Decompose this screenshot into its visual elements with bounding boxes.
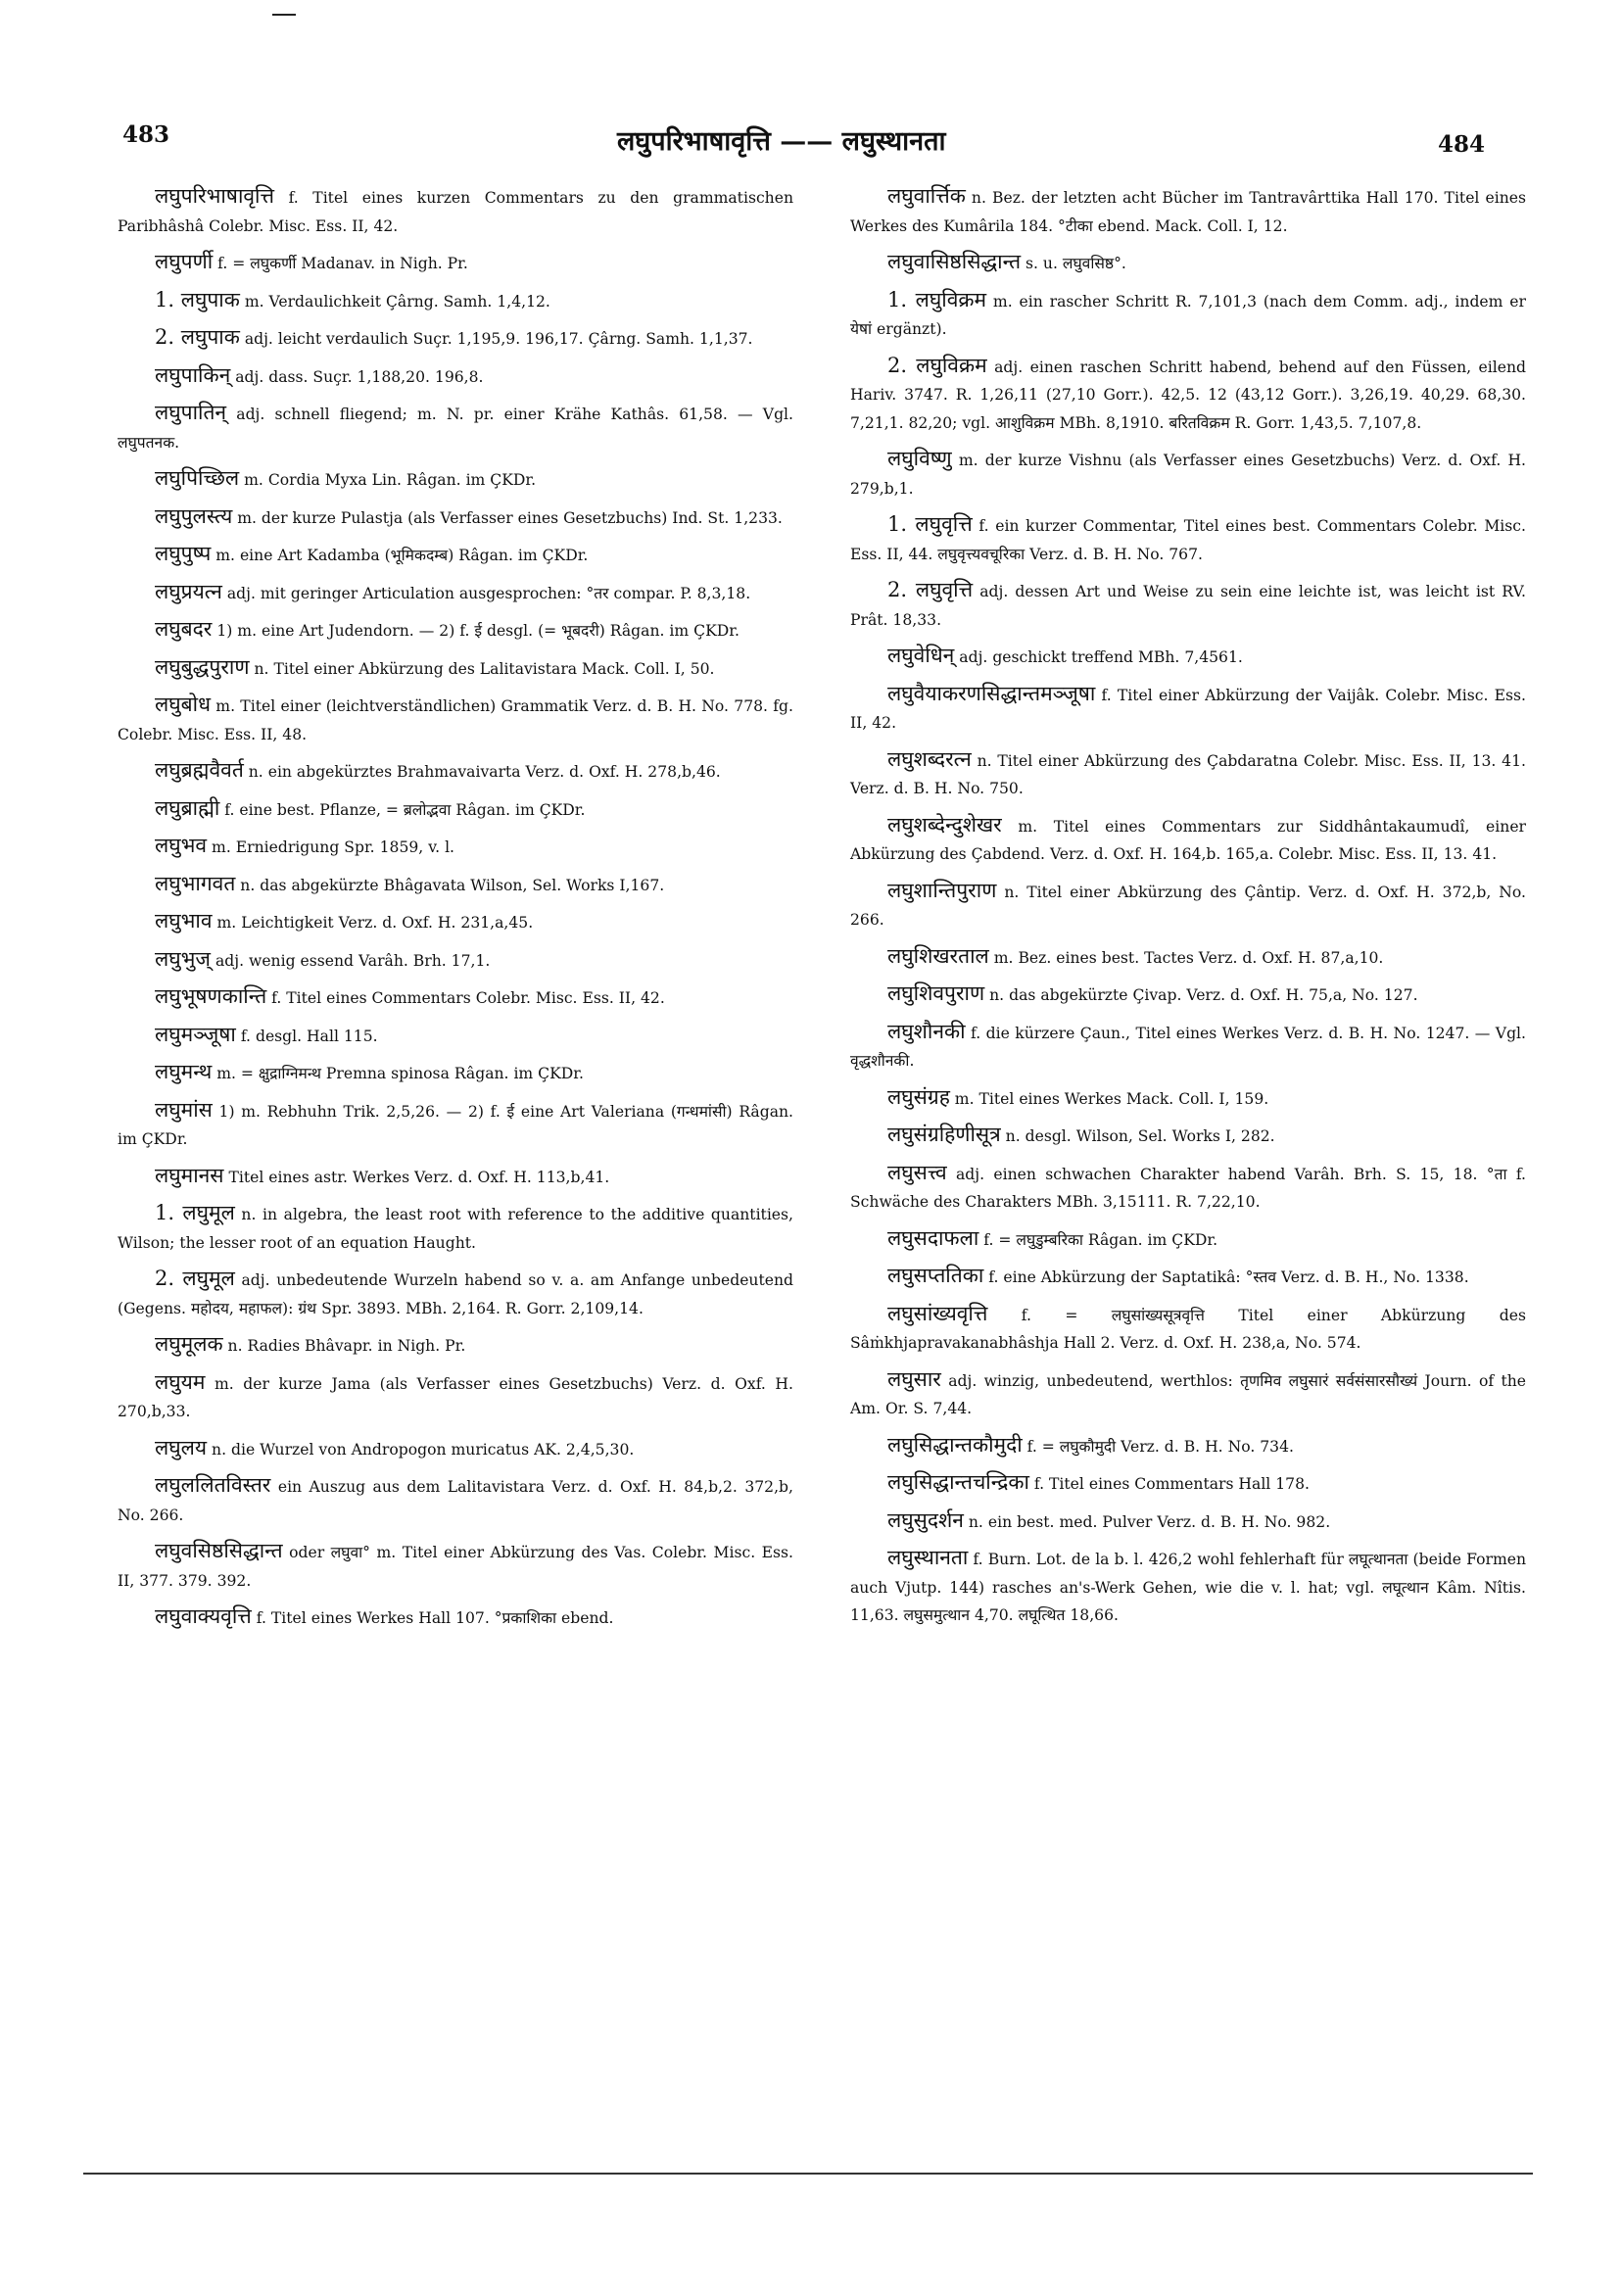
dictionary-entry — [850, 1365, 1526, 1423]
entry-headword: लघुशिवपुराण — [887, 981, 985, 1005]
entry-definition: m. Leichtigkeit Verz. d. Oxf. H. 231,a,45. — [212, 914, 534, 932]
entry-headword: लघुपरिभाषावृत्ति — [155, 184, 275, 208]
entry-definition: ein Auszug aus dem Lalitavistara Verz. d. Oxf. H. 84,b,2. 372,b, No. 266. — [118, 1478, 793, 1524]
entry-headword: लघुललितविस्तर — [155, 1473, 271, 1497]
entry-headword: लघुशौनकी — [887, 1019, 966, 1043]
entry-definition: n. das abgekürzte Bhâgavata Wilson, Sel. Works I,167. — [235, 876, 665, 894]
entry-definition: adj. leicht verdaulich Suçr. 1,195,9. 196,17. Çârng. Samh. 1,1,37. — [239, 330, 753, 348]
dictionary-entry — [850, 1300, 1526, 1358]
dictionary-entry — [850, 980, 1526, 1010]
dictionary-entry — [118, 399, 793, 456]
entry-headword: लघुवाक्यवृत्ति — [155, 1604, 252, 1628]
entry-headword: लघुसप्ततिका — [887, 1264, 984, 1287]
dictionary-entry — [850, 1544, 1526, 1630]
dictionary-entry — [850, 286, 1526, 344]
dictionary-entry — [850, 576, 1526, 634]
entry-headword: लघुसांख्यवृत्ति — [887, 1301, 988, 1325]
dictionary-entry — [850, 445, 1526, 502]
right-column — [850, 182, 1526, 1638]
entry-headword: लघुमानस — [155, 1163, 224, 1187]
dictionary-entry — [118, 1162, 793, 1192]
entry-headword: लघुप्रयत्न — [155, 579, 222, 603]
dictionary-entry — [850, 745, 1526, 803]
entry-headword: लघुविष्णु — [887, 447, 952, 470]
dictionary-entry — [118, 1537, 793, 1595]
dictionary-entry — [118, 615, 793, 646]
entry-headword: 1. लघुमूल — [155, 1201, 235, 1224]
entry-headword: लघुसिद्धान्तचन्द्रिका — [887, 1470, 1029, 1494]
entry-definition: f. ein kurzer Commentar, Titel eines best. Commentars Colebr. Misc. Ess. II, 44. लघुवृत्त्यवचूरिका Verz. d. B. H. No. 767. — [850, 517, 1526, 563]
entry-headword: लघुपातिन् — [155, 401, 227, 424]
entry-headword: 1. लघुवृत्ति — [887, 512, 973, 536]
dictionary-entry — [118, 286, 793, 316]
entry-definition: adj. einen schwachen Charakter habend Varâh. Brh. S. 15, 18. °ता f. Schwäche des Charakters MBh. 3,15111. R. 7,22,10. — [850, 1165, 1526, 1211]
entry-definition: f. Burn. Lot. de la b. l. 426,2 wohl fehlerhaft für लघूत्थानता (beide Formen auch Vjutp. 144) rasches an's-Werk Gehen, wie die v. l. hat; vgl. लघूत्थान Kâm. Nîtis. 11,63. लघुसमुत्थान 4,70. लघूत्थित 18,66. — [850, 1551, 1526, 1624]
page-number-left: 483 — [122, 121, 170, 148]
dictionary-entry — [850, 942, 1526, 973]
entry-headword: लघुमूलक — [155, 1332, 223, 1356]
entry-headword: लघुपुष्प — [155, 542, 212, 565]
entry-headword: लघुसार — [887, 1366, 941, 1391]
entry-headword: लघुसंग्रह — [887, 1084, 950, 1109]
dictionary-entry — [850, 1083, 1526, 1114]
dictionary-entry — [850, 1262, 1526, 1292]
entry-definition: m. der kurze Pulastja (als Verfasser eines Gesetzbuchs) Ind. St. 1,233. — [232, 508, 783, 527]
dictionary-entry — [118, 756, 793, 787]
dictionary-entry — [850, 811, 1526, 869]
entry-headword: लघुबुद्धपुराण — [155, 654, 250, 679]
entry-headword: 2. लघुमूल — [155, 1267, 235, 1290]
entry-headword: लघुशान्तिपुराण — [887, 878, 997, 902]
entry-definition: m. Titel eines Werkes Mack. Coll. I, 159. — [949, 1089, 1269, 1108]
dictionary-entry — [850, 680, 1526, 738]
dictionary-entry — [118, 1199, 793, 1257]
dictionary-entry — [118, 870, 793, 900]
entry-definition: m. Bez. eines best. Tactes Verz. d. Oxf. H. 87,a,10. — [988, 948, 1384, 967]
running-title: लघुपरिभाषावृत्ति —— लघुस्थानता — [617, 126, 946, 157]
dictionary-entry — [118, 464, 793, 495]
entry-headword: लघुसुदर्शन — [887, 1507, 964, 1532]
dictionary-entry — [850, 510, 1526, 568]
entry-definition: adj. einen raschen Schritt habend, behend auf den Füssen, eilend Hariv. 3747. R. 1,26,11 (27,10 Gorr.). 42,5. 12 (43,12 Gorr.). 3,26,19. 40,29. 68,30. 7,21,1. 82,20; vgl. आशुविक्रम MBh. 8,1910. बरितविक्रम R. Gorr. 1,43,5. 7,107,8. — [850, 358, 1526, 432]
entry-definition: m. ein rascher Schritt R. 7,101,3 (nach dem Comm. adj., indem er येषां ergänzt). — [850, 292, 1526, 338]
entry-headword: लघुमञ्जूषा — [155, 1022, 236, 1046]
entry-headword: लघुयम — [155, 1369, 206, 1394]
entry-definition: f. eine Abkürzung der Saptatikâ: °स्तव Verz. d. B. H., No. 1338. — [983, 1268, 1469, 1286]
entry-definition: adj. geschickt treffend MBh. 7,4561. — [954, 648, 1243, 666]
dictionary-entry — [118, 323, 793, 354]
entry-headword: लघुब्राह्मी — [155, 795, 220, 820]
entry-definition: n. Titel einer Abkürzung des Çântip. Verz. d. Oxf. H. 372,b, No. 266. — [850, 883, 1526, 929]
entry-definition: m. Erniedrigung Spr. 1859, v. l. — [207, 838, 455, 856]
dictionary-entry — [118, 794, 793, 825]
dictionary-entry — [850, 182, 1526, 240]
page-number-right: 484 — [1438, 131, 1486, 158]
dictionary-entry — [118, 982, 793, 1013]
entry-headword: लघुवार्त्तिक — [887, 184, 966, 208]
entry-definition: f. = लघुकर्णी Madanav. in Nigh. Pr. — [213, 255, 468, 272]
dictionary-entry — [850, 1468, 1526, 1499]
dictionary-entry — [118, 182, 793, 240]
entry-headword: लघुभूषणकान्ति — [155, 984, 267, 1008]
dictionary-entry — [118, 691, 793, 748]
entry-headword: लघुशब्देन्दुशेखर — [887, 812, 1002, 837]
dictionary-entry — [850, 1018, 1526, 1076]
entry-definition: f. Titel eines kurzen Commentars zu den grammatischen Paribhâshâ Colebr. Misc. Ess. II, 42. — [118, 189, 793, 235]
entry-definition: f. Titel eines Commentars Colebr. Misc. Ess. II, 42. — [266, 989, 665, 1007]
entry-headword: लघुसत्त्व — [887, 1160, 947, 1184]
entry-headword: लघुशिखरताल — [887, 943, 989, 968]
entry-definition: oder लघुवा° m. Titel einer Abkürzung des Vas. Colebr. Misc. Ess. II, 377. 379. 392. — [118, 1544, 793, 1590]
entry-definition: adj. dessen Art und Weise zu sein eine leichte ist, was leicht ist RV. Prât. 18,33. — [850, 583, 1526, 629]
entry-definition: s. u. लघुवसिष्ठ°. — [1021, 255, 1126, 272]
entry-definition: m. Cordia Myxa Lin. Râgan. im ÇKDr. — [239, 471, 537, 489]
entry-definition: n. in algebra, the least root with reference to the additive quantities, Wilson; the lesser root of an equation Haught. — [118, 1206, 793, 1252]
entry-definition: n. Titel einer Abkürzung des Lalitavistara Mack. Coll. I, 50. — [249, 659, 715, 678]
entry-definition: f. Titel eines Werkes Hall 107. °प्रकाशिका ebend. — [251, 1609, 614, 1627]
entry-definition: f. eine best. Pflanze, = ब्रलोद्भवा Râgan. im ÇKDr. — [219, 800, 586, 819]
dictionary-entry — [118, 945, 793, 976]
entry-headword: लघुवैयाकरणसिद्धान्तमञ्जूषा — [887, 681, 1096, 705]
dictionary-entry — [118, 653, 793, 684]
entry-definition: m. = क्षुद्राग्निमन्थ Premna spinosa Râgan. im ÇKDr. — [212, 1065, 584, 1082]
entry-definition: f. Titel eines Commentars Hall 178. — [1028, 1475, 1310, 1493]
dictionary-entry — [850, 1431, 1526, 1461]
top-mark — [272, 14, 296, 16]
dictionary-entry — [850, 1507, 1526, 1537]
entry-definition: n. Titel einer Abkürzung des Çabdaratna Colebr. Misc. Ess. II, 13. 41. Verz. d. B. H. No. 750. — [850, 751, 1526, 797]
entry-definition: f. desgl. Hall 115. — [235, 1027, 378, 1045]
dictionary-entry — [118, 1265, 793, 1322]
entry-definition: adj. winzig, unbedeutend, werthlos: तृणमिव लघुसारं सर्वसंसारसौख्यं Journ. of the Am. Or. S. 7,44. — [850, 1371, 1526, 1417]
entry-definition: n. die Wurzel von Andropogon muricatus AK. 2,4,5,30. — [207, 1440, 635, 1459]
dictionary-entry — [118, 502, 793, 533]
entry-headword: लघुभागवत — [155, 871, 236, 895]
dictionary-entry — [118, 1096, 793, 1154]
entry-headword: 2. लघुवृत्ति — [887, 578, 974, 601]
dictionary-entry — [118, 1602, 793, 1633]
dictionary-entry — [118, 832, 793, 862]
dictionary-entry — [850, 1224, 1526, 1255]
entry-definition: m. der kurze Jama (als Verfasser eines Gesetzbuchs) Verz. d. Oxf. H. 270,b,33. — [118, 1374, 793, 1420]
dictionary-entry — [850, 1159, 1526, 1217]
entry-definition: n. das abgekürzte Çivap. Verz. d. Oxf. H. 75,a, No. 127. — [984, 986, 1418, 1004]
page-header — [0, 121, 1622, 161]
entry-definition: m. eine Art Kadamba (भूमिकदम्ब) Râgan. im ÇKDr. — [211, 547, 589, 564]
dictionary-entry — [118, 1021, 793, 1051]
entry-definition: n. ein abgekürztes Brahmavaivarta Verz. d. Oxf. H. 278,b,46. — [243, 763, 721, 781]
entry-headword: लघुसंग्रहिणीसूत्र — [887, 1123, 1001, 1146]
entry-headword: लघुमांस — [155, 1097, 213, 1122]
entry-headword: लघुपिच्छिल — [155, 466, 240, 490]
entry-definition: f. = लघुडुम्बरिका Râgan. im ÇKDr. — [978, 1230, 1218, 1249]
dictionary-entry — [118, 907, 793, 937]
entry-definition: n. ein best. med. Pulver Verz. d. B. H. No. 982. — [963, 1512, 1331, 1531]
dictionary-entry — [850, 642, 1526, 672]
entry-headword: लघुसदाफला — [887, 1225, 979, 1250]
dictionary-entry — [118, 578, 793, 608]
dictionary-entry — [850, 877, 1526, 934]
entry-definition: adj. schnell fliegend; m. N. pr. einer Krähe Kathâs. 61,58. — Vgl. लघुपतनक. — [118, 406, 793, 452]
left-column — [118, 182, 793, 1641]
entry-definition: f. die kürzere Çaun., Titel eines Werkes Verz. d. B. H. No. 1247. — Vgl. वृद्धशौनकी. — [850, 1024, 1526, 1070]
entry-definition: adj. unbedeutende Wurzeln habend so v. a. am Anfange unbedeutend (Gegens. महोदय, महाफल): ग्रंथ Spr. 3893. MBh. 2,164. R. Gorr. 2,109,14. — [118, 1271, 793, 1317]
entry-headword: लघुसिद्धान्तकौमुदी — [887, 1432, 1023, 1457]
dictionary-entry — [118, 1434, 793, 1464]
entry-headword: लघुपुलस्त्य — [155, 503, 233, 528]
entry-definition: f. = लघुसांख्यसूत्रवृत्ति Titel einer Abkürzung des Sâṁkhjapravakanabhâshja Hall 2. Verz. d. Oxf. H. 238,a, No. 574. — [850, 1306, 1526, 1352]
dictionary-entry — [118, 1368, 793, 1426]
bottom-rule — [83, 2173, 1533, 2175]
entry-headword: लघुब्रह्मवैवर्त — [155, 758, 244, 782]
dictionary-entry — [850, 1121, 1526, 1151]
entry-headword: लघुबोध — [155, 693, 211, 716]
dictionary-entry — [850, 352, 1526, 438]
entry-headword: लघुवेधिन् — [887, 644, 955, 667]
entry-headword: लघुस्थानता — [887, 1546, 969, 1569]
entry-definition: n. Bez. der letzten acht Bücher im Tantravârttika Hall 170. Titel eines Werkes des Kumârila 184. °टीका ebend. Mack. Coll. I, 12. — [850, 189, 1526, 235]
dictionary-entry — [118, 361, 793, 392]
dictionary-entry — [118, 1058, 793, 1088]
entry-definition: 1) m. Rebhuhn Trik. 2,5,26. — 2) f. ई eine Art Valeriana (गन्धमांसी) Râgan. im ÇKDr. — [118, 1102, 793, 1148]
entry-headword: 2. लघुपाक — [155, 325, 240, 349]
dictionary-entry — [850, 248, 1526, 278]
dictionary-entry — [118, 540, 793, 570]
entry-headword: लघुवसिष्ठसिद्धान्त — [155, 1539, 283, 1562]
entry-definition: n. Radies Bhâvapr. in Nigh. Pr. — [222, 1337, 466, 1355]
entry-definition: Titel eines astr. Werkes Verz. d. Oxf. H. 113,b,41. — [223, 1168, 610, 1186]
entry-headword: लघुभव — [155, 834, 208, 857]
entry-definition: f. = लघुकौमुदी Verz. d. B. H. No. 734. — [1022, 1437, 1294, 1456]
entry-definition: n. desgl. Wilson, Sel. Works I, 282. — [1000, 1127, 1275, 1145]
entry-definition: m. Verdaulichkeit Çârng. Samh. 1,4,12. — [239, 292, 550, 311]
entry-definition: m. Titel einer (leichtverständlichen) Grammatik Verz. d. B. H. No. 778. fg. Colebr. Misc. Ess. II, 48. — [118, 697, 793, 743]
entry-definition: m. Titel eines Commentars zur Siddhântakaumudî, einer Abkürzung des Çabdend. Verz. d. Oxf. H. 164,b. 165,a. Colebr. Misc. Ess. II, 13. 41. — [850, 817, 1526, 863]
entry-headword: लघुभाव — [155, 909, 213, 933]
entry-headword: लघुबदर — [155, 617, 213, 641]
entry-definition: f. Titel einer Abkürzung der Vaijâk. Colebr. Misc. Ess. II, 42. — [850, 686, 1526, 732]
entry-headword: लघुपाकिन् — [155, 362, 231, 387]
entry-definition: adj. wenig essend Varâh. Brh. 17,1. — [211, 951, 491, 970]
entry-headword: लघुशब्दरत्न — [887, 746, 972, 771]
entry-headword: लघुमन्थ — [155, 1060, 213, 1083]
entry-headword: लघुलय — [155, 1435, 208, 1459]
entry-headword: लघुपर्णी — [155, 250, 214, 273]
entry-definition: adj. dass. Suçr. 1,188,20. 196,8. — [230, 367, 484, 386]
entry-headword: 1. लघुपाक — [155, 287, 240, 311]
entry-definition: adj. mit geringer Articulation ausgesprochen: °तर compar. P. 8,3,18. — [221, 584, 751, 602]
entry-headword: 1. लघुविक्रम — [887, 287, 987, 311]
entry-headword: 2. लघुविक्रम — [887, 353, 987, 377]
dictionary-entry — [118, 248, 793, 278]
dictionary-entry — [118, 1330, 793, 1361]
entry-definition: 1) m. eine Art Judendorn. — 2) f. ई desgl. (= भूबदरी) Râgan. im ÇKDr. — [212, 622, 739, 640]
dictionary-entry — [118, 1471, 793, 1529]
entry-headword: लघुभुज् — [155, 946, 211, 971]
entry-definition: m. der kurze Vishnu (als Verfasser eines Gesetzbuchs) Verz. d. Oxf. H. 279,b,1. — [850, 452, 1526, 498]
entry-headword: लघुवासिष्ठसिद्धान्त — [887, 250, 1022, 273]
